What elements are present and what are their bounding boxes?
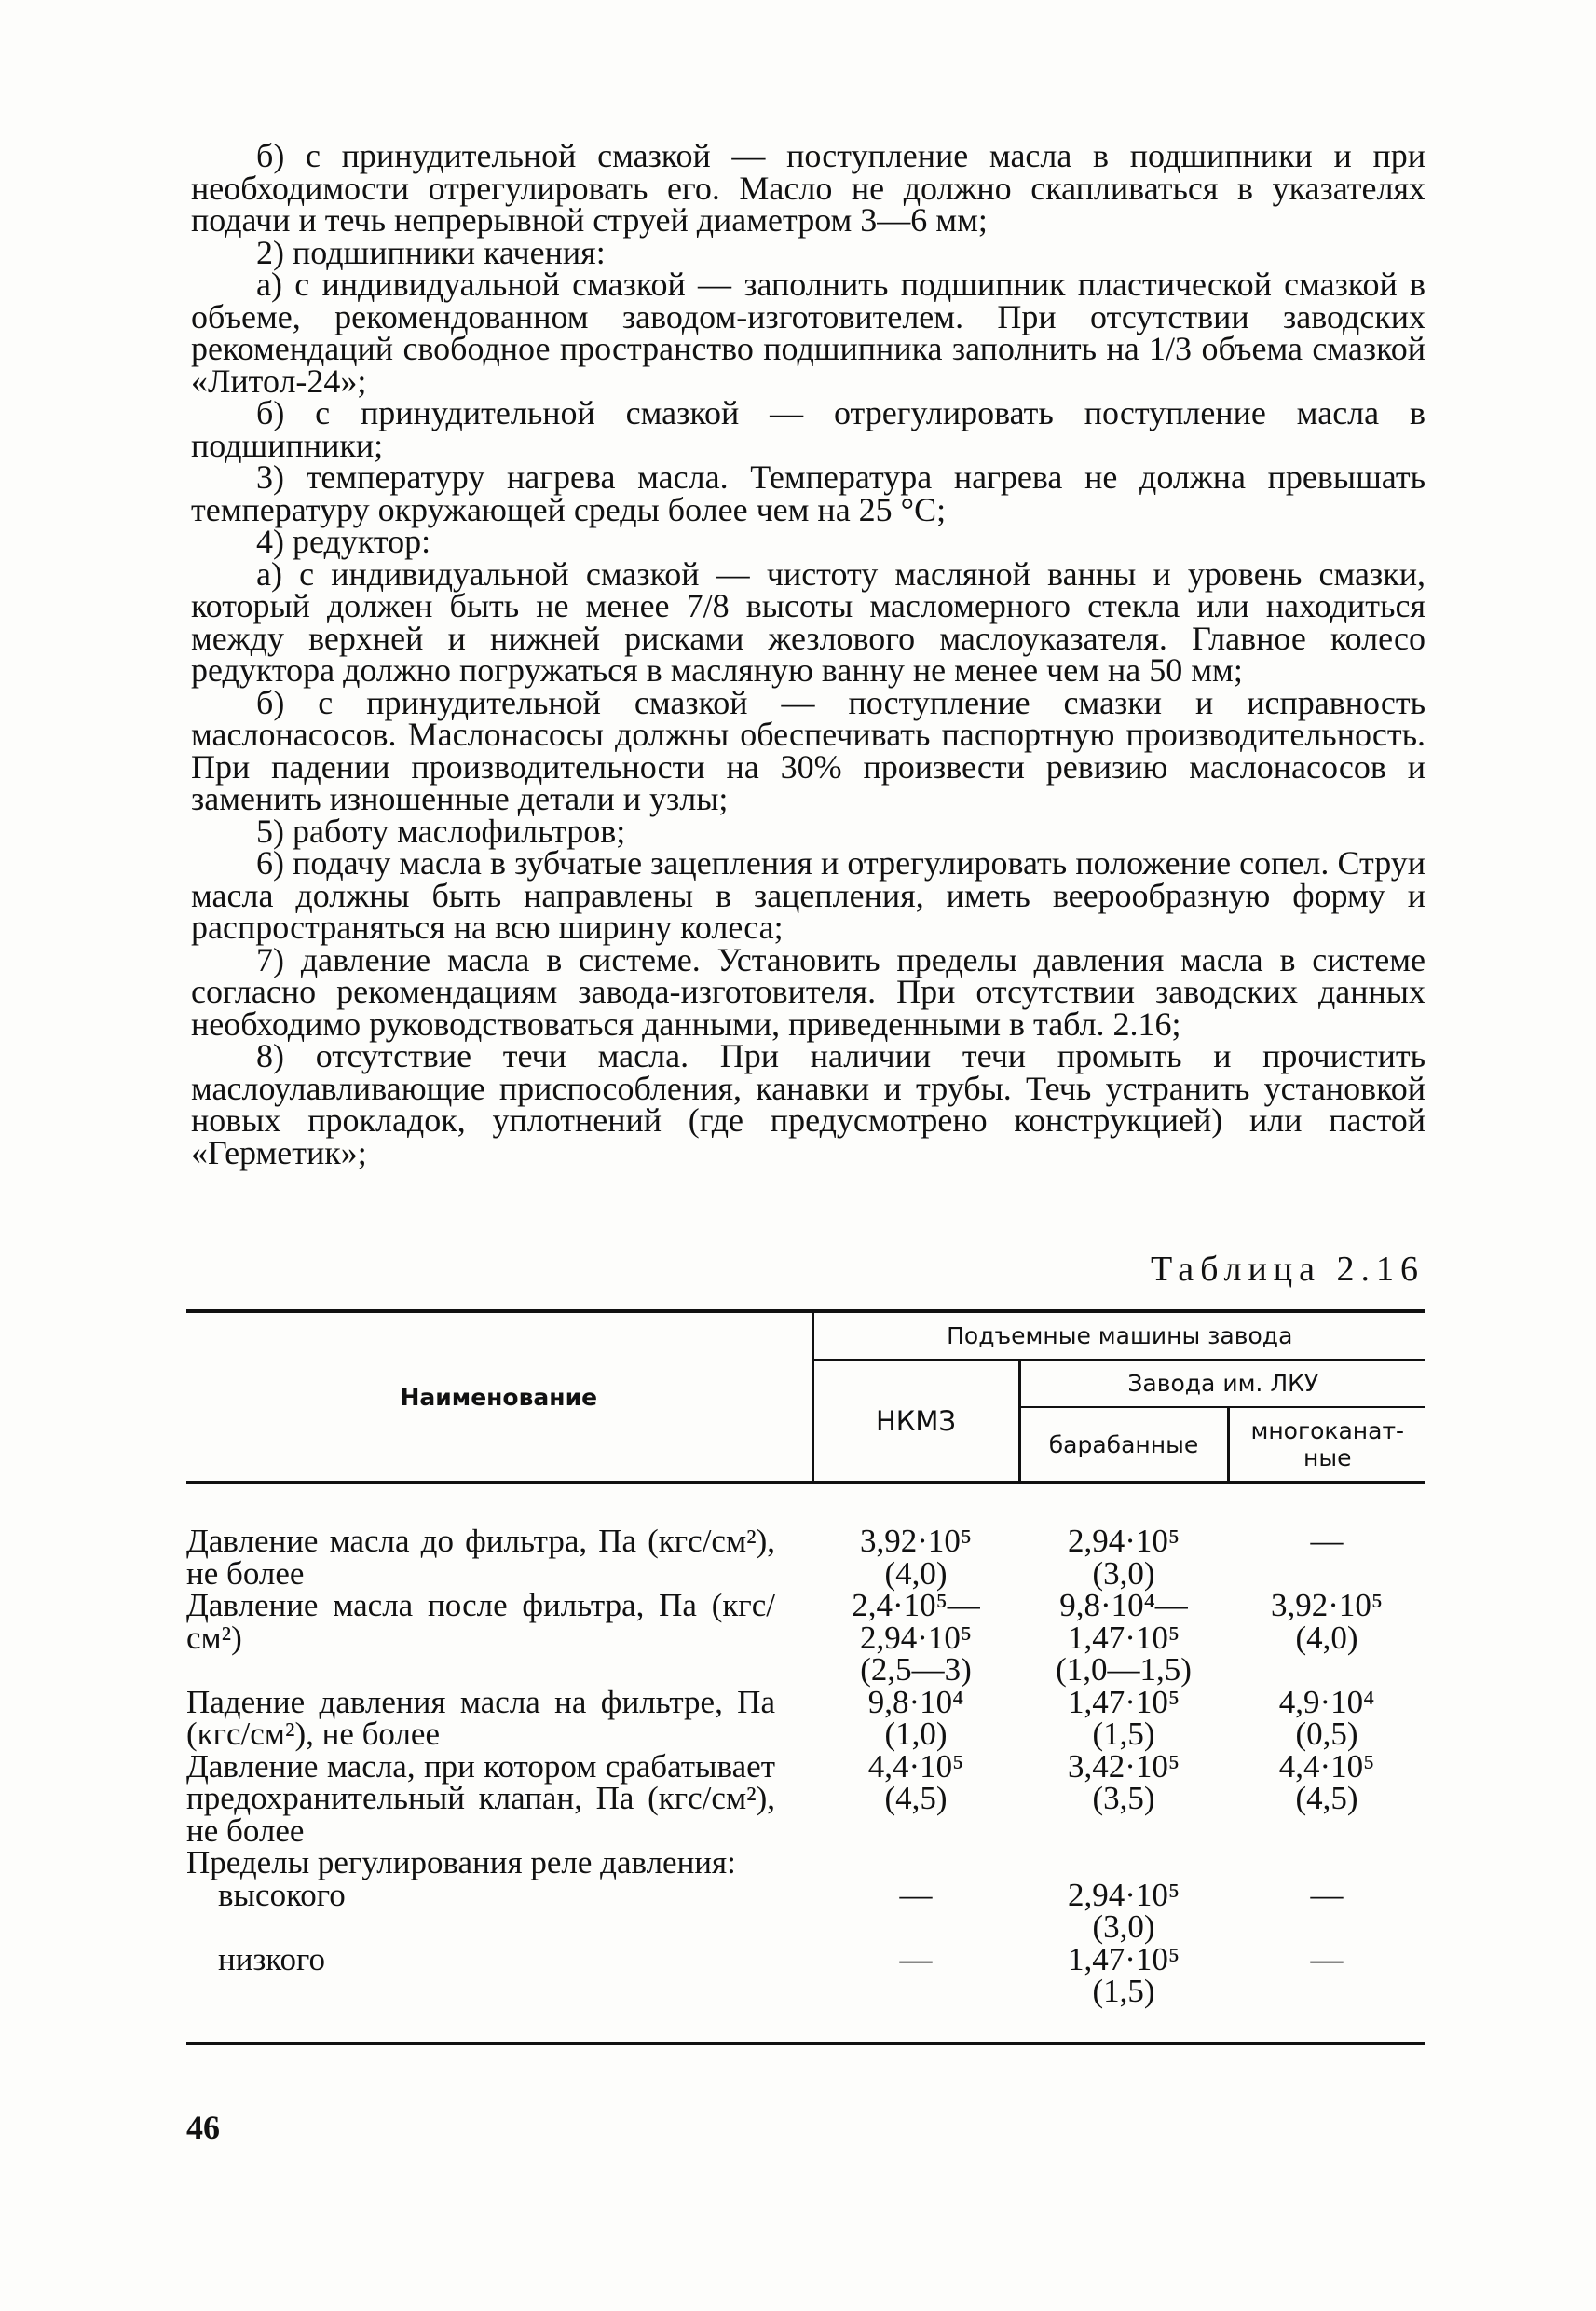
paragraph: 8) отсутствие течи масла. При наличии течи промыть и прочистить маслоулавливающие приспособления, канавки и трубы. Течь устранить установкой новых прокладок, уплотнений (где предусмотрено конструкцией) или пастой «Герметик»; — [191, 1037, 1425, 1171]
table-row — [186, 1847, 1425, 1880]
cell-multi: 4,9·10⁴ (0,5) — [1278, 1683, 1375, 1752]
cell-nkmz: 3,92·10⁵ (4,0) — [859, 1523, 973, 1592]
row-label: Давление масла, при котором срабатывает предохранительный клапан, Па (кгс/см²), не более — [186, 1747, 775, 1849]
table-row — [186, 1751, 1425, 1848]
data-table-wrapper — [186, 1309, 1425, 2045]
table-body — [186, 1483, 1425, 2044]
cell-multi: 4,4·10⁵ (4,5) — [1278, 1747, 1375, 1816]
header-name: Наименование — [400, 1383, 598, 1411]
paragraph: 2) подшипники качения: — [256, 233, 606, 271]
cell-multi: — — [1310, 1523, 1344, 1559]
cell-drum: 1,47·10⁵ (1,5) — [1067, 1683, 1180, 1752]
row-label: Давление масла до фильтра, Па (кгс/см²), не более — [186, 1523, 775, 1592]
header-group: Подъемные машины завода — [812, 1311, 1425, 1360]
cell-nkmz — [812, 1847, 1019, 1880]
cell-drum: 1,47·10⁵ (1,5) — [1067, 1940, 1180, 2009]
cell-nkmz: 4,4·10⁵ (4,5) — [867, 1747, 964, 1816]
row-label: Падение давления масла на фильтре, Па (кгс/см²), не более — [186, 1683, 775, 1752]
cell-nkmz: 9,8·10⁴ (1,0) — [867, 1683, 964, 1752]
header-nkmz: НКМЗ — [812, 1360, 1019, 1483]
paragraph: а) с индивидуальной смазкой — чистоту масляной ванны и уровень смазки, который должен быть не менее 7/8 высоты масломерного стекла или находиться между верхней и нижней рисками жезлового маслоуказателя. Главное колесо редуктора должно погружаться в масляную ванну не менее чем на 50 мм; — [191, 554, 1425, 689]
paragraph: б) с принудительной смазкой — отрегулировать поступление масла в подшипники; — [191, 394, 1425, 464]
paragraph: 4) редуктор: — [256, 523, 431, 560]
cell-nkmz: — — [899, 1940, 933, 1977]
table-caption: Таблица 2.16 — [1150, 1250, 1425, 1289]
paragraph: 7) давление масла в системе. Установить пределы давления масла в системе согласно рекомендациям завода-изготовителя. При отсутствии заводских данных необходимо руководствоваться данными, приведенными в табл. 2.16; — [191, 940, 1425, 1043]
header-drum: барабанные — [1019, 1407, 1228, 1483]
cell-drum — [1019, 1847, 1228, 1880]
cell-multi: — — [1310, 1876, 1344, 1913]
page-number: 46 — [186, 2109, 220, 2146]
row-label: высокого — [218, 1876, 346, 1913]
oil-pressure-table — [186, 1309, 1425, 2045]
paragraph: б) с принудительной смазкой — поступление смазки и исправность маслонасосов. Маслонасосы должны обеспечивать паспортную производительность. При падении производительности на 30% произвести ревизию маслонасосов и заменить изношенные детали и узлы; — [191, 683, 1425, 817]
paragraph: 3) температуру нагрева масла. Температура нагрева не должна превышать температуру окружающей среды более чем на 25 °С; — [191, 458, 1425, 528]
row-label: Пределы регулирования реле давления: — [186, 1844, 736, 1880]
cell-drum: 3,42·10⁵ (3,5) — [1067, 1747, 1180, 1816]
paragraph: 6) подачу масла в зубчатые зацепления и отрегулировать положение сопел. Струи масла должны быть направлены в зацепления, иметь веерообразную форму и распространяться на всю ширину колеса; — [191, 844, 1425, 946]
cell-multi: — — [1310, 1940, 1344, 1977]
cell-drum: 2,94·10⁵ (3,0) — [1067, 1876, 1180, 1945]
paragraph: а) с индивидуальной смазкой — заполнить подшипник пластической смазкой в объеме, рекомендованном заводом-изготовителем. При отсутствии заводских рекомендаций свободное пространство подшипника заполнить на 1/3 объема смазкой «Литол-24»; — [191, 266, 1425, 400]
cell-nkmz: — — [899, 1876, 933, 1913]
table-row — [186, 1944, 1425, 2044]
header-multi: многоканат-ные — [1228, 1407, 1425, 1483]
row-label: Давление масла после фильтра, Па (кгс/см²) — [186, 1587, 775, 1656]
table-row — [186, 1687, 1425, 1751]
paragraph: 5) работу маслофильтров; — [256, 812, 626, 850]
header-lku: Завода им. ЛКУ — [1019, 1360, 1425, 1407]
cell-multi — [1228, 1847, 1425, 1880]
cell-multi: 3,92·10⁵ (4,0) — [1270, 1587, 1384, 1656]
cell-nkmz: 2,4·10⁵— 2,94·10⁵ (2,5—3) — [852, 1587, 980, 1688]
paragraph: б) с принудительной смазкой — поступление масла в подшипники и при необходимости отрегулировать его. Масло не должно скапливаться в указателях подачи и течь непрерывной струей диаметром 3—6 мм; — [191, 137, 1425, 239]
body-text — [191, 137, 1425, 1171]
table-row — [186, 1483, 1425, 1590]
cell-drum: 9,8·10⁴— 1,47·10⁵ (1,0—1,5) — [1056, 1587, 1192, 1688]
row-label: низкого — [218, 1940, 325, 1977]
table-row — [186, 1880, 1425, 1944]
table-row — [186, 1590, 1425, 1687]
cell-drum: 2,94·10⁵ (3,0) — [1067, 1523, 1180, 1592]
